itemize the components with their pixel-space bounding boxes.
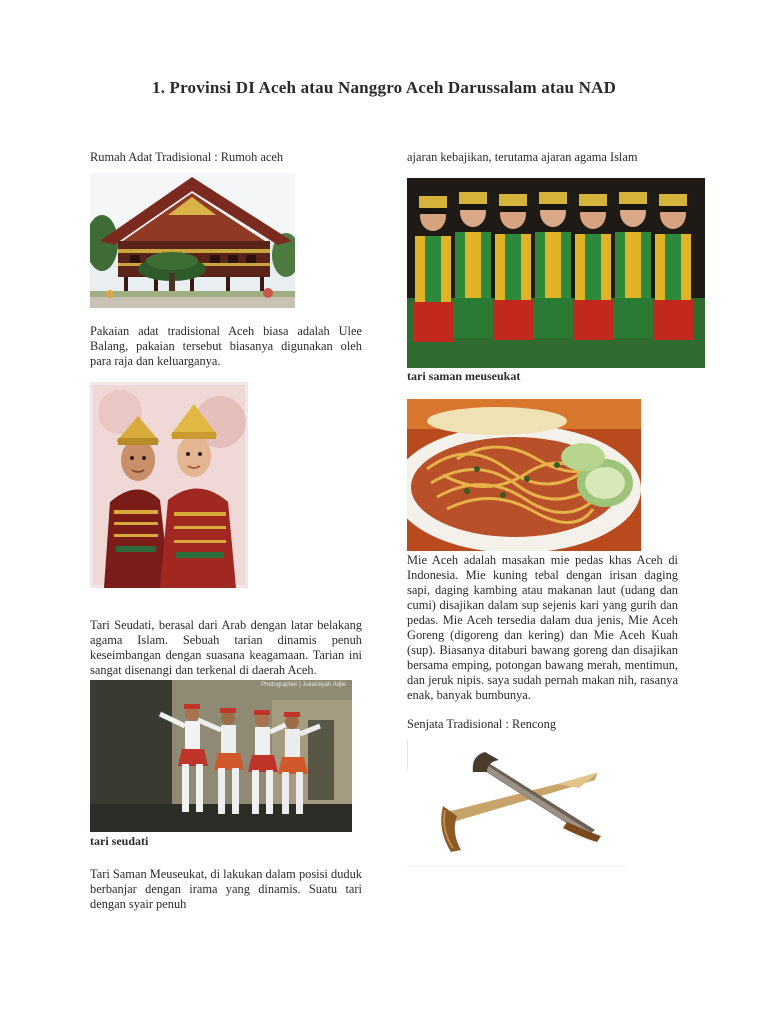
seudati-caption: tari seudati (90, 834, 149, 848)
saman-caption: tari saman meuseukat (407, 369, 521, 383)
clothing-text: Pakaian adat tradisional Aceh biasa adalah Ulee Balang, pakaian tersebut biasanya digunakan oleh para raja dan keluarganya. (90, 324, 362, 368)
seudati-text: Tari Seudati, berasal dari Arab dengan latar belakang agama Islam. Sebuah tarian dinamis penuh keseimbangan dengan suasana keagamaan. Tarian ini sangat disenangi dan terkenal di daerah Aceh. (90, 618, 362, 677)
left-column (90, 148, 362, 912)
rencong-image (407, 740, 627, 868)
page-title: 1. Provinsi DI Aceh atau Nanggro Aceh Darussalam atau NAD (151, 78, 617, 97)
mie-aceh-text: Mie Aceh adalah masakan mie pedas khas Aceh di Indonesia. Mie kuning tebal dengan irisan daging sapi, daging kambing atau makanan laut (udang dan cumi) disajikan dalam sup sejenis kari yang gurih dan pedas. Mie Aceh tersedia dalam dua jenis, Mie Aceh Goreng (digoreng dan kering) dan Mie Aceh Kuah (sup). Biasanya ditaburi bawang goreng dan disajikan bersama emping, potongan bawang merah, mentimun, dan jeruk nipis. saya sudah pernah makan nih, rasanya enak, banyak bumbunya. (407, 553, 678, 702)
right-column (407, 148, 678, 868)
weapon-label: Senjata Tradisional : Rencong (407, 717, 557, 731)
rumoh-aceh-image (90, 173, 295, 308)
ulee-balang-image (90, 382, 248, 588)
seudati-image (90, 680, 352, 832)
saman-image (407, 178, 705, 368)
saman-continued-text: ajaran kebajikan, terutama ajaran agama Islam (407, 150, 638, 164)
house-label: Rumah Adat Tradisional : Rumoh aceh (90, 150, 284, 164)
photo-credit: Photographer | Jukarniyah Adjie (261, 682, 346, 688)
saman-text: Tari Saman Meuseukat, di lakukan dalam posisi duduk berbanjar dengan irama yang dinamis. Suatu tari dengan syair penuh (90, 867, 362, 911)
mie-aceh-image (407, 399, 641, 551)
